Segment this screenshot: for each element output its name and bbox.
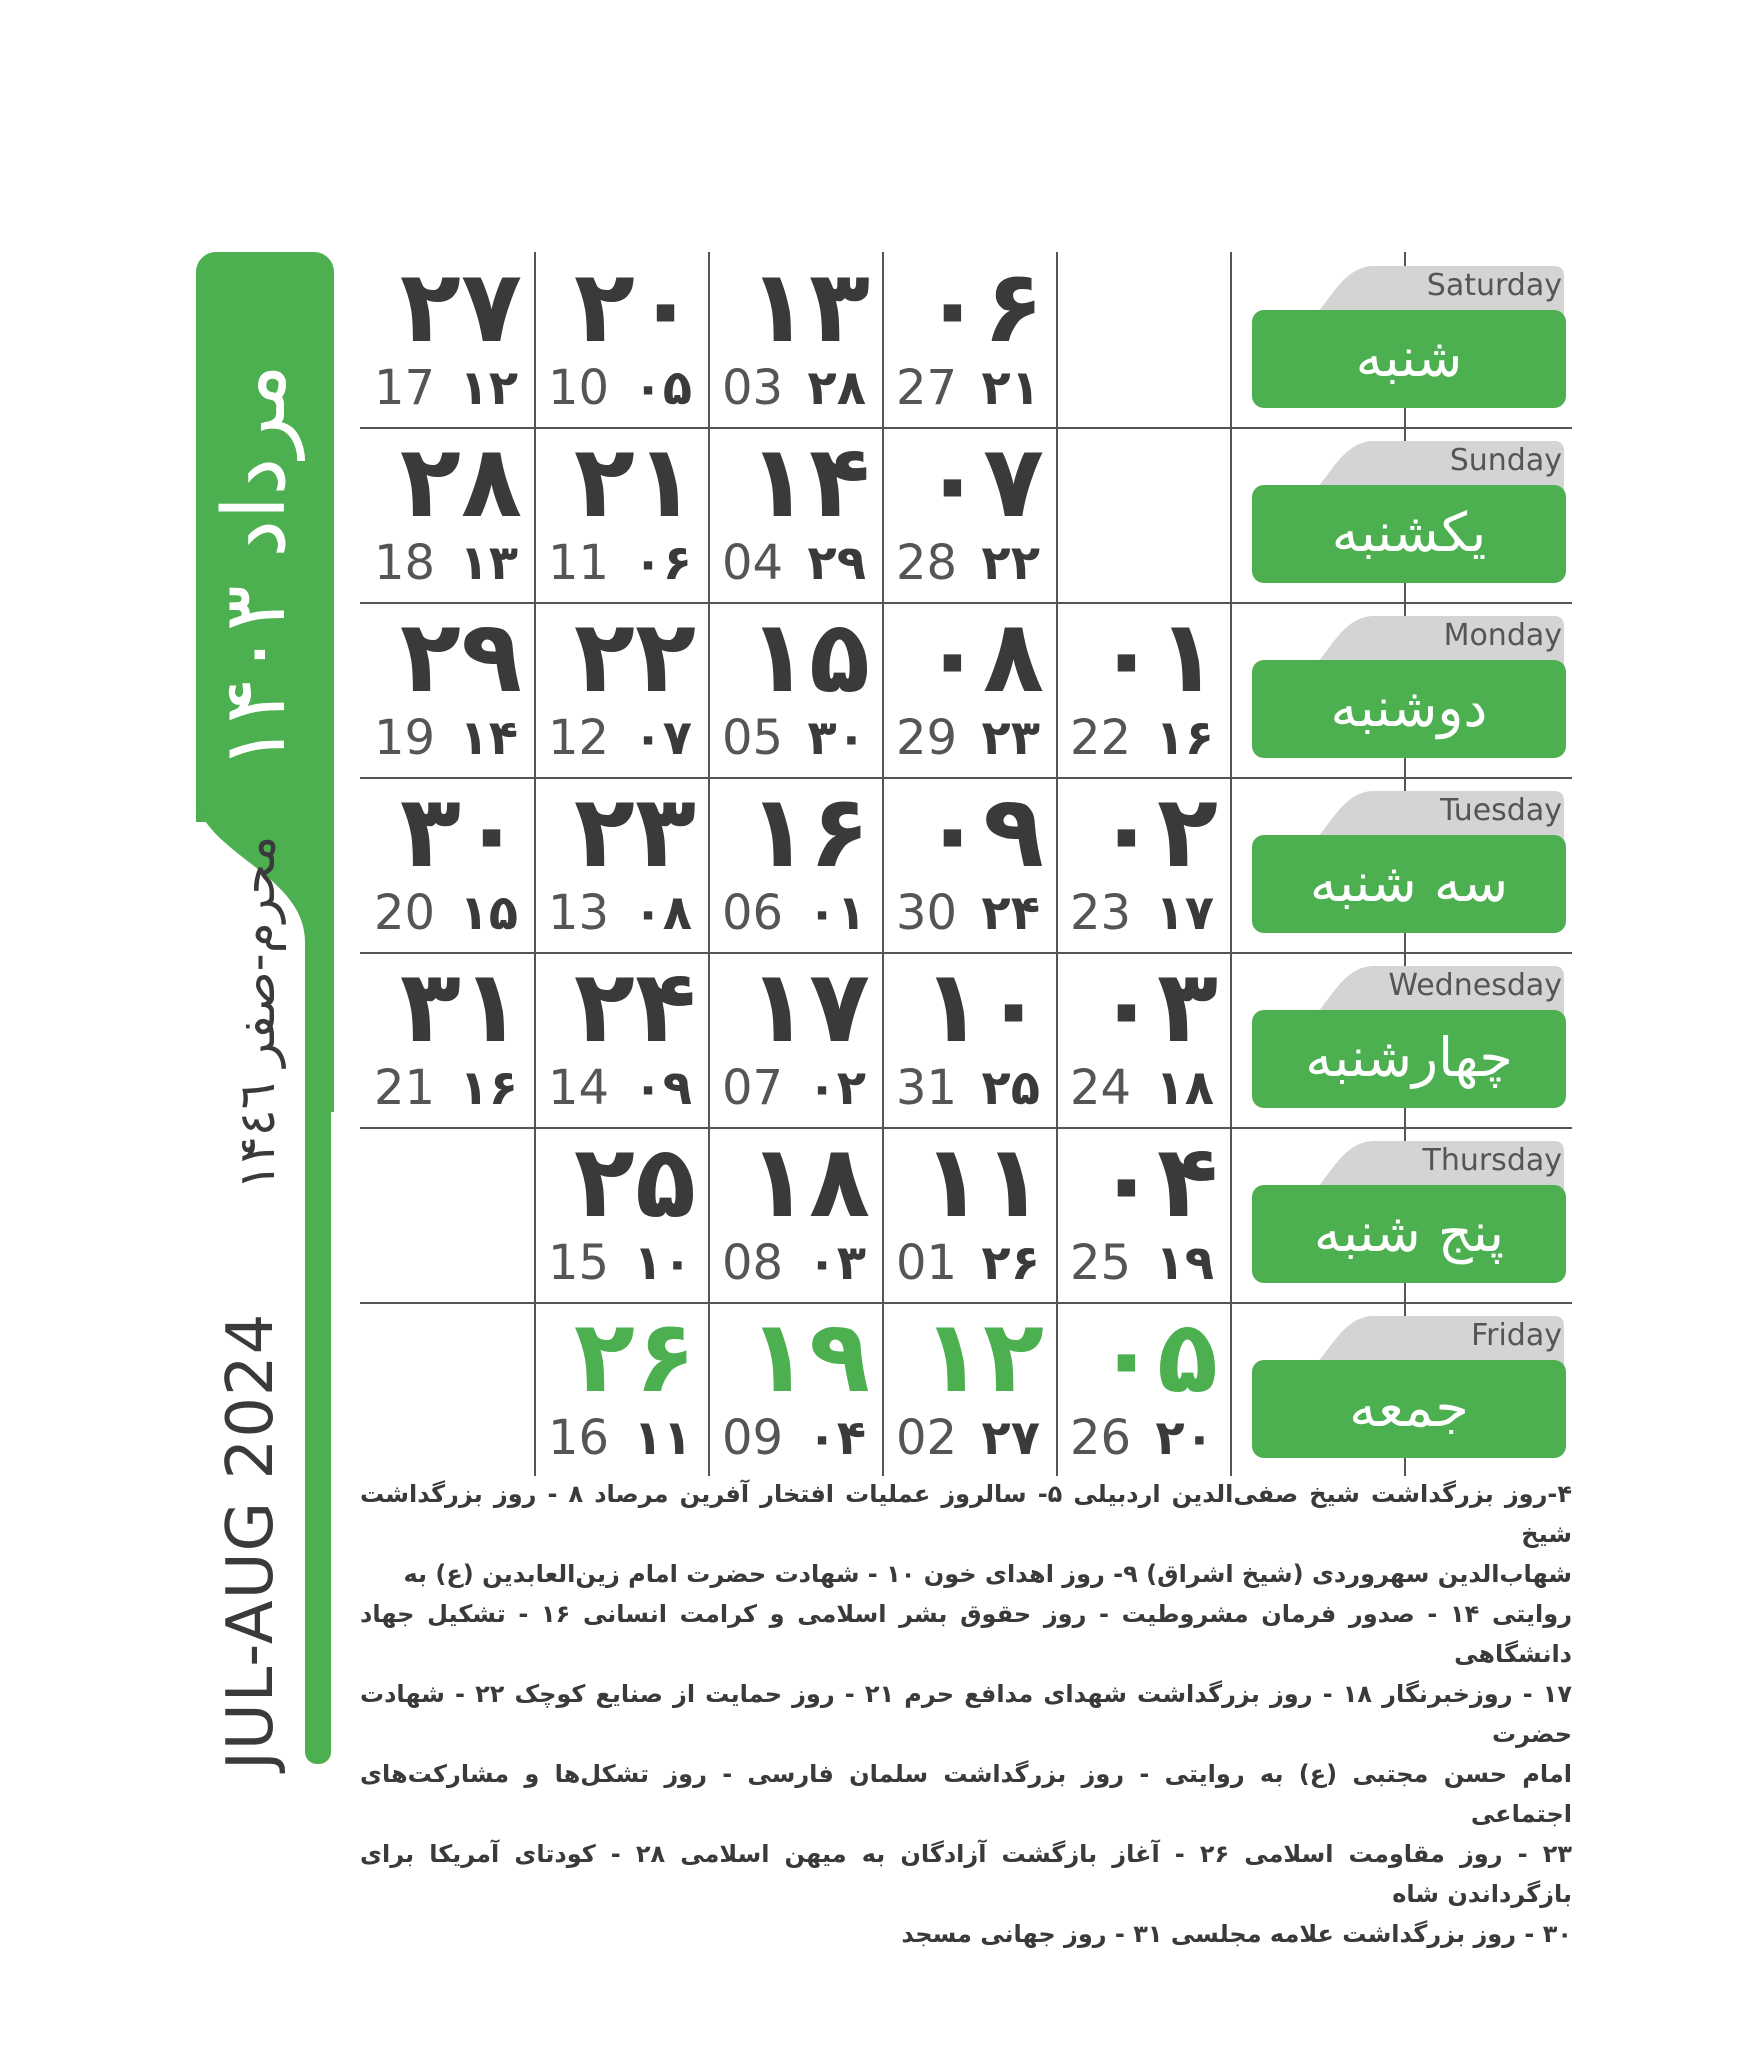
- date-cell[interactable]: [360, 598, 534, 777]
- hijri-day-number: ۱۳: [459, 535, 518, 591]
- gregorian-day-number: 28: [896, 535, 958, 591]
- gregorian-day-number: 27: [896, 360, 958, 416]
- date-cell[interactable]: [360, 248, 534, 427]
- date-cell[interactable]: [708, 423, 882, 602]
- gregorian-day-number: 10: [548, 360, 610, 416]
- jalali-day-number: ۳۱: [399, 948, 522, 1065]
- weekday-english: Wednesday: [1388, 968, 1562, 1003]
- weekday-label: [1246, 427, 1572, 602]
- jalali-day-number: ۱۵: [747, 598, 870, 715]
- weekday-persian: پنج شنبه: [1252, 1185, 1566, 1283]
- hijri-day-number: ۲۳: [981, 710, 1040, 766]
- date-cell[interactable]: [534, 423, 708, 602]
- weekday-english: Saturday: [1426, 268, 1562, 303]
- occasion-line: ۲۳ - روز مقاومت اسلامی ۲۶ - آغاز بازگشت آزادگان به میهن اسلامی ۲۸ - کودتای آمریکا برای بازگرداندن شاه: [360, 1840, 1572, 1908]
- date-cell[interactable]: [882, 248, 1056, 427]
- jalali-day-number: ۱۰: [921, 948, 1044, 1065]
- gregorian-day-number: 12: [548, 710, 610, 766]
- occasion-line: شهاب‌الدین سهروردی (شیخ اشراق) ۹- روز اهدای خون ۱۰ - شهادت حضرت امام زین‌العابدین (ع) به: [403, 1560, 1572, 1588]
- jalali-day-number: ۱۳: [747, 248, 870, 365]
- jalali-day-number: ۱۸: [747, 1123, 870, 1240]
- hijri-day-number: ۰۹: [633, 1060, 692, 1116]
- gregorian-day-number: 25: [1070, 1235, 1132, 1291]
- gregorian-day-number: 30: [896, 885, 958, 941]
- jalali-day-number: ۰۲: [1095, 773, 1218, 890]
- jalali-day-number: ۰۹: [921, 773, 1044, 890]
- gregorian-day-number: 05: [722, 710, 784, 766]
- hijri-day-number: ۲۷: [981, 1410, 1040, 1466]
- jalali-day-number: ۰۳: [1095, 948, 1218, 1065]
- hijri-day-number: ۱۴: [459, 710, 518, 766]
- date-cell[interactable]: [1056, 1298, 1230, 1477]
- date-cell[interactable]: [534, 598, 708, 777]
- weekday-label: [1246, 777, 1572, 952]
- hijri-day-number: ۱۶: [459, 1060, 518, 1116]
- jalali-day-number: ۲۳: [573, 773, 696, 890]
- hijri-day-number: ۰۴: [807, 1410, 866, 1466]
- jalali-day-number: ۱۱: [921, 1123, 1044, 1240]
- jalali-day-number: ۱۴: [747, 423, 870, 540]
- hijri-day-number: ۲۹: [807, 535, 866, 591]
- gregorian-day-number: 13: [548, 885, 610, 941]
- gregorian-day-number: 21: [374, 1060, 436, 1116]
- gregorian-day-number: 16: [548, 1410, 610, 1466]
- gregorian-day-number: 31: [896, 1060, 958, 1116]
- date-cell[interactable]: [882, 948, 1056, 1127]
- date-cell[interactable]: [360, 773, 534, 952]
- weekday-label: [1246, 252, 1572, 427]
- hijri-day-number: ۱۵: [459, 885, 518, 941]
- weekday-english: Thursday: [1422, 1143, 1562, 1178]
- jalali-day-number: ۰۶: [921, 248, 1044, 365]
- gregorian-day-number: 04: [722, 535, 784, 591]
- hijri-day-number: ۱۶: [1155, 710, 1214, 766]
- jalali-day-number: ۲۴: [573, 948, 696, 1065]
- occasions-notes: [360, 1474, 1572, 1954]
- date-cell[interactable]: [534, 948, 708, 1127]
- gregorian-day-number: 06: [722, 885, 784, 941]
- jalali-day-number: ۰۱: [1095, 598, 1218, 715]
- hijri-day-number: ۲۵: [981, 1060, 1040, 1116]
- hijri-day-number: ۰۶: [633, 535, 692, 591]
- hijri-day-number: ۰۸: [633, 885, 692, 941]
- jalali-day-number: ۰۸: [921, 598, 1044, 715]
- weekday-persian: شنبه: [1252, 310, 1566, 408]
- sidebar-stripe: [305, 1082, 331, 1764]
- date-cell[interactable]: [1056, 773, 1230, 952]
- jalali-day-number: ۲۰: [573, 248, 696, 365]
- gregorian-month-title: JUL-AUG 2024: [214, 1312, 288, 1770]
- occasion-line: ۴-روز بزرگداشت شیخ صفی‌الدین اردبیلی ۵- سالروز عملیات افتخار آفرین مرصاد ۸ - روز بزرگداشت شیخ: [360, 1480, 1573, 1548]
- hijri-day-number: ۲۴: [981, 885, 1040, 941]
- weekday-persian: یکشنبه: [1252, 485, 1566, 583]
- occasion-line: ۳۰ - روز بزرگداشت علامه مجلسی ۳۱ - روز جهانی مسجد: [901, 1920, 1572, 1948]
- weekday-label: [1246, 602, 1572, 777]
- date-cell[interactable]: [882, 1298, 1056, 1477]
- date-cell[interactable]: [882, 773, 1056, 952]
- hijri-day-number: ۱۰: [633, 1235, 692, 1291]
- gregorian-day-number: 26: [1070, 1410, 1132, 1466]
- hijri-day-number: ۰۳: [807, 1235, 866, 1291]
- weekday-label: [1246, 1302, 1572, 1477]
- month-title: مرداد ۱۴۰۳: [205, 363, 305, 770]
- date-cell[interactable]: [360, 948, 534, 1127]
- hijri-day-number: ۲۱: [981, 360, 1040, 416]
- jalali-day-number: ۲۲: [573, 598, 696, 715]
- gregorian-day-number: 29: [896, 710, 958, 766]
- gregorian-day-number: 15: [548, 1235, 610, 1291]
- hijri-day-number: ۱۱: [633, 1410, 692, 1466]
- date-cell[interactable]: [882, 598, 1056, 777]
- date-cell[interactable]: [1056, 948, 1230, 1127]
- weekday-persian: چهارشنبه: [1252, 1010, 1566, 1108]
- weekday-english: Monday: [1443, 618, 1562, 653]
- hijri-day-number: ۲۸: [807, 360, 866, 416]
- gregorian-day-number: 17: [374, 360, 436, 416]
- hijri-day-number: ۱۹: [1155, 1235, 1214, 1291]
- hijri-day-number: ۲۰: [1155, 1410, 1214, 1466]
- gregorian-day-number: 01: [896, 1235, 958, 1291]
- hijri-day-number: ۲۶: [981, 1235, 1040, 1291]
- occasion-line: امام حسن مجتبی (ع) به روایتی - روز بزرگداشت سلمان فارسی - روز تشکل‌ها و مشارکت‌های اجتماعی: [360, 1760, 1572, 1828]
- hijri-day-number: ۰۲: [807, 1060, 866, 1116]
- date-cell[interactable]: [534, 1123, 708, 1302]
- hijri-day-number: ۱۷: [1155, 885, 1214, 941]
- date-cell[interactable]: [882, 1123, 1056, 1302]
- weekday-english: Friday: [1471, 1318, 1562, 1353]
- hijri-day-number: ۳۰: [807, 710, 866, 766]
- jalali-day-number: ۰۷: [921, 423, 1044, 540]
- occasion-line: ۱۷ - روزخبرنگار ۱۸ - روز بزرگداشت شهدای مدافع حرم ۲۱ - روز حمایت از صنایع کوچک ۲۲ - شهادت حضرت: [360, 1680, 1573, 1748]
- grid-vertical-line: [1230, 252, 1232, 1476]
- date-cell[interactable]: [708, 948, 882, 1127]
- hijri-day-number: ۰۵: [633, 360, 692, 416]
- jalali-day-number: ۲۸: [399, 423, 522, 540]
- date-cell[interactable]: [1056, 598, 1230, 777]
- jalali-day-number: ۱۷: [747, 948, 870, 1065]
- gregorian-day-number: 20: [374, 885, 436, 941]
- jalali-day-number: ۳۰: [399, 773, 522, 890]
- date-cell[interactable]: [708, 1298, 882, 1477]
- date-cell[interactable]: [360, 423, 534, 602]
- gregorian-day-number: 02: [896, 1410, 958, 1466]
- gregorian-day-number: 03: [722, 360, 784, 416]
- weekday-persian: سه شنبه: [1252, 835, 1566, 933]
- jalali-day-number: ۲۷: [399, 248, 522, 365]
- hijri-day-number: ۰۱: [807, 885, 866, 941]
- gregorian-day-number: 09: [722, 1410, 784, 1466]
- gregorian-day-number: 11: [548, 535, 610, 591]
- occasion-line: روایتی ۱۴ - صدور فرمان مشروطیت - روز حقوق بشر اسلامی و کرامت انسانی ۱۶ - تشکیل جهاد دانشگاهی: [360, 1600, 1573, 1668]
- weekday-persian: دوشنبه: [1252, 660, 1566, 758]
- gregorian-day-number: 14: [548, 1060, 610, 1116]
- date-cell[interactable]: [708, 248, 882, 427]
- hijri-day-number: ۱۸: [1155, 1060, 1214, 1116]
- gregorian-day-number: 08: [722, 1235, 784, 1291]
- weekday-english: Tuesday: [1439, 793, 1562, 828]
- jalali-day-number: ۱۲: [921, 1298, 1044, 1415]
- jalali-day-number: ۲۵: [573, 1123, 696, 1240]
- date-cell[interactable]: [882, 423, 1056, 602]
- gregorian-day-number: 22: [1070, 710, 1132, 766]
- date-cell[interactable]: [534, 773, 708, 952]
- gregorian-day-number: 18: [374, 535, 436, 591]
- jalali-day-number: ۰۴: [1095, 1123, 1218, 1240]
- date-cell[interactable]: [534, 1298, 708, 1477]
- jalali-day-number: ۲۹: [399, 598, 522, 715]
- hijri-day-number: ۰۷: [633, 710, 692, 766]
- date-cell[interactable]: [534, 248, 708, 427]
- jalali-day-number: ۱۶: [747, 773, 870, 890]
- lunar-month-title: محرم-صفر ۱۴٤٦: [228, 835, 286, 1190]
- date-cell[interactable]: [708, 1123, 882, 1302]
- gregorian-day-number: 24: [1070, 1060, 1132, 1116]
- weekday-english: Sunday: [1449, 443, 1562, 478]
- jalali-day-number: ۲۶: [573, 1298, 696, 1415]
- gregorian-day-number: 23: [1070, 885, 1132, 941]
- date-cell[interactable]: [708, 773, 882, 952]
- jalali-day-number: ۱۹: [747, 1298, 870, 1415]
- hijri-day-number: ۲۲: [981, 535, 1040, 591]
- date-cell[interactable]: [1056, 1123, 1230, 1302]
- jalali-day-number: ۰۵: [1095, 1298, 1218, 1415]
- weekday-persian: جمعه: [1252, 1360, 1566, 1458]
- weekday-label: [1246, 1127, 1572, 1302]
- gregorian-day-number: 19: [374, 710, 436, 766]
- weekday-label: [1246, 952, 1572, 1127]
- hijri-day-number: ۱۲: [459, 360, 518, 416]
- date-cell[interactable]: [708, 598, 882, 777]
- jalali-day-number: ۲۱: [573, 423, 696, 540]
- gregorian-day-number: 07: [722, 1060, 784, 1116]
